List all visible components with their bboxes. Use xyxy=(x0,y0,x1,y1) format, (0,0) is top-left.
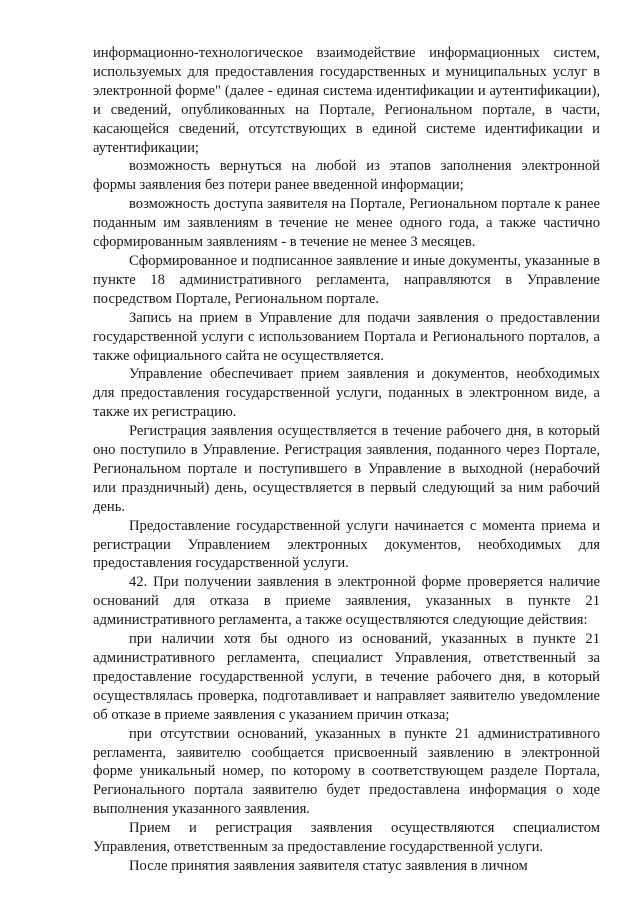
paragraph: Запись на прием в Управление для подачи заявления о предоставлении государственной услуги с использованием Портала и Регионального порталов, а также официального сайта не осуществляется. xyxy=(93,309,600,364)
paragraph: при наличии хотя бы одного из оснований, указанных в пункте 21 административного регламента, специалист Управления, ответственный за предоставление государственной услуги, в течение рабочего дня, в который осуществлялась проверка, подготавливает и направляет заявителю уведомление об отказе в приеме заявления с указанием причин отказа; xyxy=(93,631,600,723)
paragraph: Управление обеспечивает прием заявления и документов, необходимых для предоставления государственной услуги, поданных в электронном виде, а также их регистрацию. xyxy=(93,366,600,421)
paragraph: возможность вернуться на любой из этапов заполнения электронной формы заявления без потери ранее введенной информации; xyxy=(93,158,600,194)
paragraph: при отсутствии оснований, указанных в пункте 21 административного регламента, заявителю сообщается присвоенный заявлению в электронной форме уникальный номер, по которому в соответствующем разделе Портала, Регионального портала заявителю будет предоставлена информация о ходе выполнения указанного заявления. xyxy=(93,725,600,818)
paragraph: Регистрация заявления осуществляется в течение рабочего дня, в который оно поступило в Управление. Регистрация заявления, поданного через Портале, Региональном портале и поступившего в Управление в выходной (нерабочий или праздничный) день, осуществляется в первый следующий за ним рабочий день. xyxy=(93,423,600,515)
paragraph: Прием и регистрация заявления осуществляются специалистом Управления, ответственным за предоставление государственной услуги. xyxy=(93,820,600,856)
paragraph: Сформированное и подписанное заявление и иные документы, указанные в пункте 18 административного регламента, направляются в Управление посредством Портале, Региональном портале. xyxy=(93,252,600,307)
paragraph: Предоставление государственной услуги начинается с момента приема и регистрации Управлением электронных документов, необходимых для предоставления государственной услуги. xyxy=(93,517,600,572)
paragraph-truncated: После принятия заявления заявителя статус заявления в личном xyxy=(129,857,528,874)
paragraph-continuation: информационно-технологическое взаимодействие информационных систем, используемых для предоставления государственных и муниципальных услуг в электронной форме" (далее - единая система идентификации и аутентификации), и сведений, опубликованных на Портале, Региональном портале, в части, касающейся сведений, отсутствующих в единой системе идентификации и аутентификации; xyxy=(93,45,600,156)
paragraph-item-42: 42. При получении заявления в электронной форме проверяется наличие оснований для отказа в приеме заявления, указанных в пункте 21 административного регламента, а также осуществляются следующие действия: xyxy=(93,574,600,629)
paragraph: возможность доступа заявителя на Портале, Региональном портале к ранее поданным им заявлениям в течение не менее одного года, а также частично сформированным заявлениям - в течение не менее 3 месяцев. xyxy=(93,196,600,251)
